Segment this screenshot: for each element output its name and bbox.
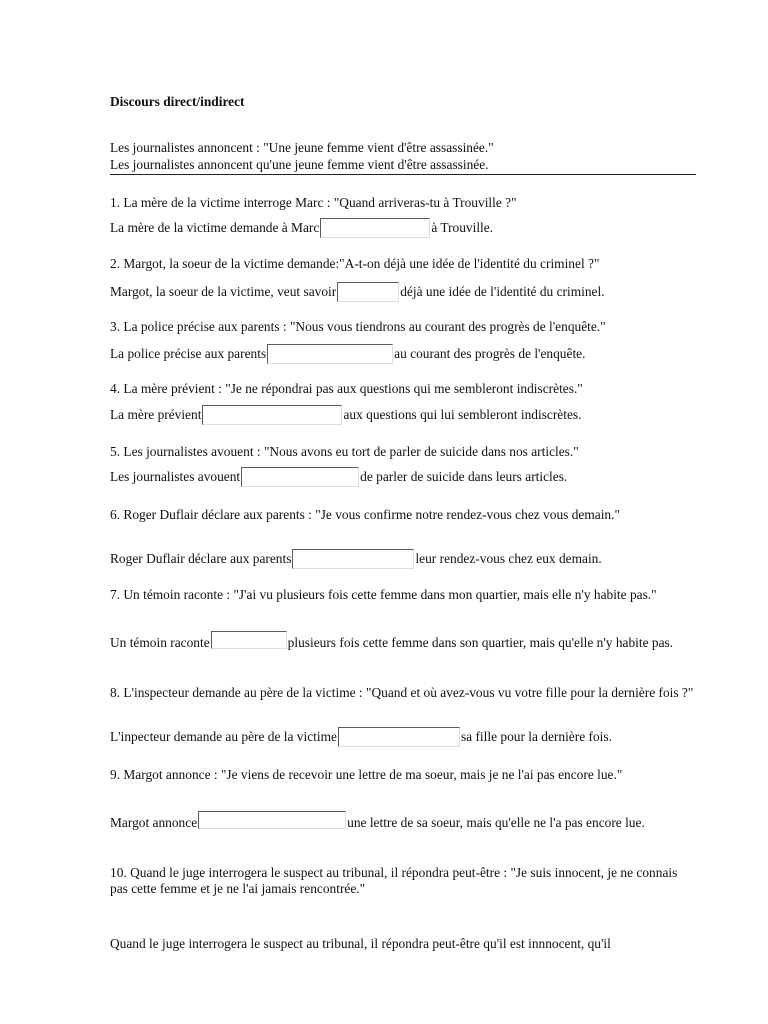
answer-input-8[interactable] (338, 727, 460, 747)
answer-prefix: Margot annonce (110, 815, 198, 830)
answer-line-8 (110, 727, 696, 747)
answer-suffix: plusieurs fois cette femme dans son quartier, mais qu'elle n'y habite pas. (287, 635, 674, 650)
answer-input-1[interactable] (320, 218, 430, 238)
question-1: 1. La mère de la victime interroge Marc : "Quand arriveras-tu à Trouville ?" (110, 195, 517, 210)
question-5: 5. Les journalistes avouent : "Nous avons eu tort de parler de suicide dans nos articles." (110, 444, 579, 459)
example-indirect: Les journalistes annoncent qu'une jeune femme vient d'être assassinée. (110, 157, 489, 172)
answer-input-5[interactable] (241, 467, 359, 487)
answer-line-9 (110, 811, 696, 831)
question-6: 6. Roger Duflair déclare aux parents : "Je vous confirme notre rendez-vous chez vous demain." (110, 507, 620, 522)
answer-line-2 (110, 282, 696, 302)
question-7: 7. Un témoin raconte : "J'ai vu plusieurs fois cette femme dans mon quartier, mais elle n'y habite pas." (110, 587, 657, 602)
answer-suffix: sa fille pour la dernière fois. (460, 729, 612, 744)
answer-line-10 (110, 936, 696, 952)
answer-line-7 (110, 631, 696, 651)
question-10: 10. Quand le juge interrogera le suspect au tribunal, il répondra peut-être : "Je suis innocent, je ne connais pas cette femme et je ne l'ai jamais rencontrée." (110, 865, 678, 896)
example-separator (110, 174, 696, 175)
answer-line-3 (110, 344, 696, 364)
answer-prefix: Margot, la soeur de la victime, veut savoir (110, 284, 337, 299)
answer-suffix: de parler de suicide dans leurs articles. (360, 469, 568, 484)
answer-input-2[interactable] (337, 282, 399, 302)
question-8: 8. L'inspecteur demande au père de la victime : "Quand et où avez-vous vu votre fille pour la dernière fois ?" (110, 685, 694, 700)
document-title: Discours direct/indirect (110, 94, 245, 109)
answer-prefix: L'inpecteur demande au père de la victime (110, 729, 337, 744)
answer-input-7[interactable] (211, 631, 287, 649)
answer-prefix: Les journalistes avouent (110, 469, 241, 484)
answer-prefix: Roger Duflair déclare aux parents (110, 551, 292, 566)
answer-line-5 (110, 467, 696, 487)
answer-input-3[interactable] (267, 344, 393, 364)
answer-prefix: La mère prévient (110, 407, 202, 422)
answer-prefix: Quand le juge interrogera le suspect au tribunal, il répondra peut-être qu'il est innnocent, qu'il (110, 936, 611, 951)
answer-prefix: Un témoin raconte (110, 635, 210, 650)
question-9: 9. Margot annonce : "Je viens de recevoir une lettre de ma soeur, mais je ne l'ai pas encore lue." (110, 767, 623, 782)
answer-prefix: La mère de la victime demande à Marc (110, 220, 320, 235)
answer-suffix: une lettre de sa soeur, mais qu'elle ne l'a pas encore lue. (347, 815, 645, 830)
answer-line-4 (110, 405, 696, 425)
example-direct: Les journalistes annoncent : "Une jeune femme vient d'être assassinée." (110, 140, 494, 155)
answer-suffix: au courant des progrès de l'enquête. (394, 346, 586, 361)
question-3: 3. La police précise aux parents : "Nous vous tiendrons au courant des progrès de l'enquête." (110, 319, 606, 334)
answer-input-4[interactable] (202, 405, 342, 425)
answer-suffix: aux questions qui lui sembleront indiscrètes. (343, 407, 582, 422)
answer-line-6 (110, 549, 696, 569)
question-2: 2. Margot, la soeur de la victime demande:"A-t-on déjà une idée de l'identité du criminel ?" (110, 256, 600, 271)
answer-input-6[interactable] (292, 549, 414, 569)
answer-prefix: La police précise aux parents (110, 346, 267, 361)
answer-input-9[interactable] (198, 811, 346, 829)
question-4: 4. La mère prévient : "Je ne répondrai pas aux questions qui me sembleront indiscrètes." (110, 381, 583, 396)
answer-suffix: à Trouville. (431, 220, 494, 235)
answer-suffix: déjà une idée de l'identité du criminel. (400, 284, 605, 299)
answer-line-1 (110, 218, 696, 238)
answer-suffix: leur rendez-vous chez eux demain. (415, 551, 602, 566)
